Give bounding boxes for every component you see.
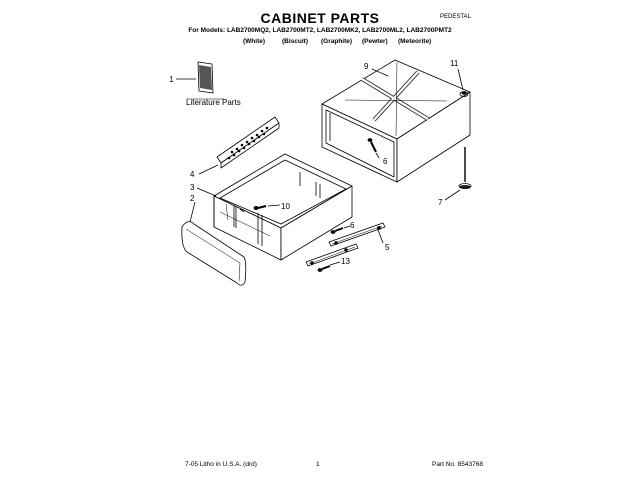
leader-7 (445, 190, 460, 200)
models-line: For Models: LAB2700MQ2, LAB2700MT2, LAB2700MK2, LAB2700ML2, LAB2700PMT2 (188, 27, 452, 34)
page-title: CABINET PARTS (260, 10, 380, 26)
part-number: Part No. 8543768 (432, 461, 483, 468)
callout-2: 2 (190, 194, 195, 203)
callout-11: 11 (450, 59, 459, 68)
callout-5: 5 (385, 243, 390, 252)
color-pewter: (Pewter) (362, 38, 388, 45)
callout-3: 3 (190, 183, 195, 192)
pedestal-cabinet (322, 60, 470, 182)
literature-label: Literature Parts (186, 98, 241, 107)
callout-9: 9 (364, 62, 369, 71)
color-graphite: (Graphite) (321, 38, 353, 45)
callout-4: 4 (190, 170, 195, 179)
color-biscuit: (Biscuit) (282, 38, 308, 45)
footer-litho: 7-05 Litho in U.S.A. (drd) (185, 461, 257, 468)
literature-parts (186, 62, 241, 107)
callout-6-lower: 6 (350, 221, 355, 230)
leader-13 (330, 262, 340, 265)
screw-slide (318, 266, 330, 272)
callout-6-upper: 6 (383, 157, 388, 166)
color-meteorite: (Meteorite) (398, 38, 432, 45)
callout-10: 10 (281, 202, 290, 211)
leader-4 (199, 165, 218, 174)
callout-1: 1 (169, 75, 174, 84)
section-label: PEDESTAL (440, 14, 471, 20)
leveling-leg (459, 147, 471, 189)
leader-2 (190, 202, 195, 222)
callout-7: 7 (438, 198, 443, 207)
drawer-bracket (217, 117, 279, 168)
drawer-slide-upper (329, 223, 385, 246)
page-number: 1 (316, 461, 320, 468)
leader-3 (197, 188, 216, 196)
color-white: (White) (243, 38, 266, 45)
callout-13: 13 (341, 257, 350, 266)
drawer-slide-lower (306, 244, 358, 266)
leader-5 (378, 230, 383, 243)
